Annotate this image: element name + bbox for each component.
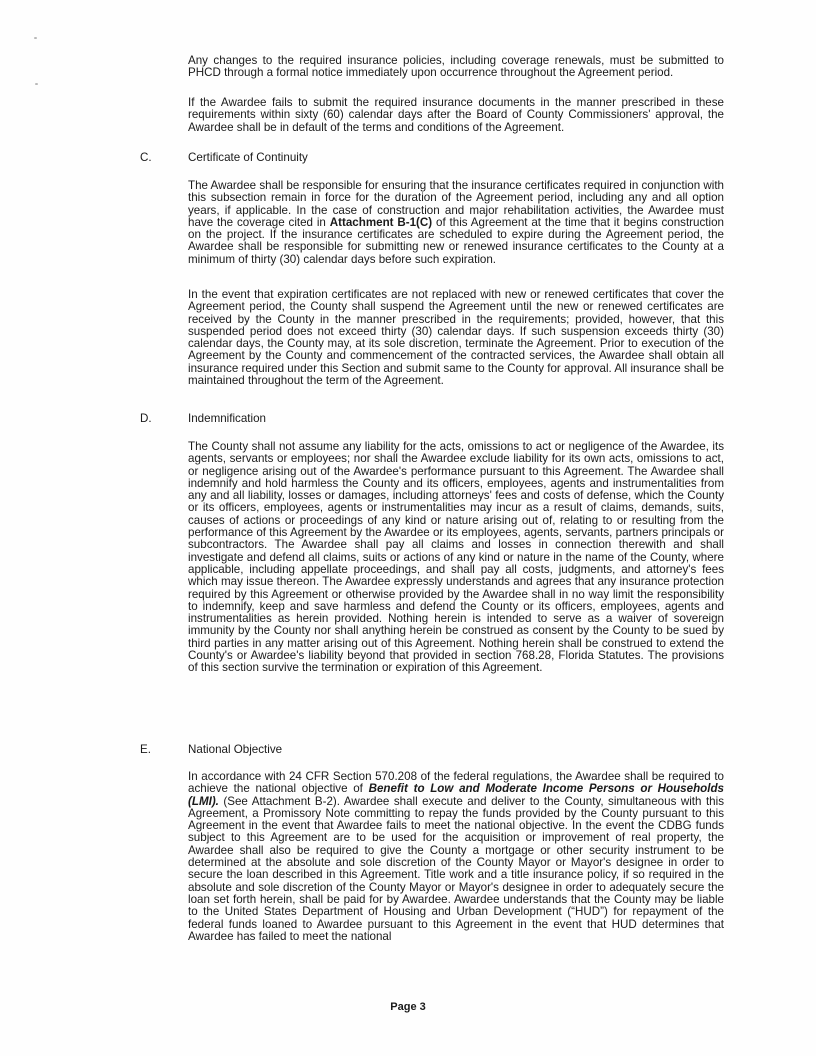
section-c-letter: C.	[140, 151, 152, 164]
lmi-benefit-ref: Benefit to Low and Moderate Income Persons or Households (LMI).	[188, 782, 724, 808]
section-c-title: Certificate of Continuity	[188, 151, 308, 164]
attachment-b1c-ref: Attachment B-1(C)	[329, 215, 433, 229]
insurance-changes-paragraph: Any changes to the required insurance policies, including coverage renewals, must be submitted to PHCD through a formal notice immediately upon occurrence throughout the Agreement period.	[188, 54, 724, 80]
section-e-title: National Objective	[188, 743, 283, 756]
national-objective-text-b: (See Attachment B-2). Awardee shall execute and deliver to the County, simultaneous with this Agreement, a Promissory Note committing to repay the funds provided by the County pursuant to this Agreement in the event that Awardee fails to meet the national objective. In the event the CDBG funds subject to this Agreement are to be used for the acquisition or improvement of real property, the Awardee shall also be required to give the County a mortgage or other security instrument to be determined at the absolute and sole discretion of the County Mayor or Mayor's designee in order to secure the loan described in this Agreement. Title work and a title insurance policy, if so required in the absolute and sole discretion of the County Mayor or Mayor's designee in order to adequately secure the loan set forth herein, shall be paid for by Awardee. Awardee understands that the County may be liable to the United States Department of Housing and Urban Development (“HUD”) for repayment of the federal funds loaned to Awardee pursuant to this Agreement in the event that HUD determines that Awardee has failed to meet the national	[188, 794, 724, 943]
section-e-letter: E.	[140, 743, 151, 756]
national-objective-paragraph	[188, 771, 724, 943]
continuity-text-b: of this Agreement at the time that it begins construction on the project. If the insurance certificates are scheduled to expire during the Agreement period, the Awardee shall be responsible for submitting new or renewed insurance certificates to the County at a minimum of thirty (30) calendar days before such expiration.	[188, 215, 724, 266]
continuity-paragraph-2: In the event that expiration certificates are not replaced with new or renewed certificates that cover the Agreement period, the County shall suspend the Agreement until the new or renewed certificates are received by the County in the manner prescribed in the requirements; provided, however, that this suspended period does not exceed thirty (30) calendar days. If such suspension exceeds thirty (30) calendar days, the County may, at its sole discretion, terminate the Agreement. Prior to execution of the Agreement by the County and commencement of the contracted services, the Awardee shall obtain all insurance required under this Section and submit same to the County for approval. All insurance shall be maintained throughout the term of the Agreement.	[188, 288, 724, 388]
national-objective-text-a: In accordance with 24 CFR Section 570.208 of the federal regulations, the Awardee shall be required to achieve the national objective of	[188, 770, 724, 796]
section-d-letter: D.	[140, 412, 152, 425]
insurance-default-paragraph: If the Awardee fails to submit the required insurance documents in the manner prescribed in these requirements within sixty (60) calendar days after the Board of County Commissioners' approval, the Awardee shall be in default of the terms and conditions of the Agreement.	[188, 96, 724, 134]
page-number: Page 3	[390, 1001, 426, 1013]
section-d-title: Indemnification	[188, 412, 266, 425]
scan-speck	[34, 37, 37, 39]
continuity-text-a: The Awardee shall be responsible for ensuring that the insurance certificates required in conjunction with this subsection remain in force for the duration of the Agreement period, including any and all option years, if applicable. In the case of construction and major rehabilitation activities, the Awardee must have the coverage cited in	[188, 179, 724, 229]
indemnification-paragraph: The County shall not assume any liability for the acts, omissions to act or negligence of the Awardee, its agents, servants or employees; nor shall the Awardee exclude liability for its own acts, omissions to act, or negligence arising out of the Awardee's performance pursuant to this Agreement. The Awardee shall indemnify and hold harmless the County and its officers, employees, agents and instrumentalities from any and all liability, losses or damages, including attorneys' fees and costs of defense, which the County or its officers, employees, agents or instrumentalities may incur as a result of claims, demands, suits, causes of actions or proceedings of any kind or nature arising out of, relating to or resulting from the performance of this Agreement by the Awardee or its employees, agents, servants, partners principals or subcontractors. The Awardee shall pay all claims and losses in connection therewith and shall investigate and defend all claims, suits or actions of any kind or nature in the name of the County, where applicable, including appellate proceedings, and shall pay all costs, judgments, and attorney's fees which may issue thereon. The Awardee expressly understands and agrees that any insurance protection required by this Agreement or otherwise provided by the Awardee shall in no way limit the responsibility to indemnify, keep and save harmless and defend the County or its officers, employees, agents and instrumentalities as herein provided. Nothing herein is intended to serve as a waiver of sovereign immunity by the County nor shall anything herein be construed as consent by the County to be sued by third parties in any matter arising out of this Agreement. Nothing herein shall be construed to extend the County's or Awardee's liability beyond that provided in section 768.28, Florida Statutes. The provisions of this section survive the termination or expiration of this Agreement.	[188, 440, 724, 675]
continuity-paragraph-1	[188, 180, 724, 266]
scan-speck	[35, 83, 38, 85]
